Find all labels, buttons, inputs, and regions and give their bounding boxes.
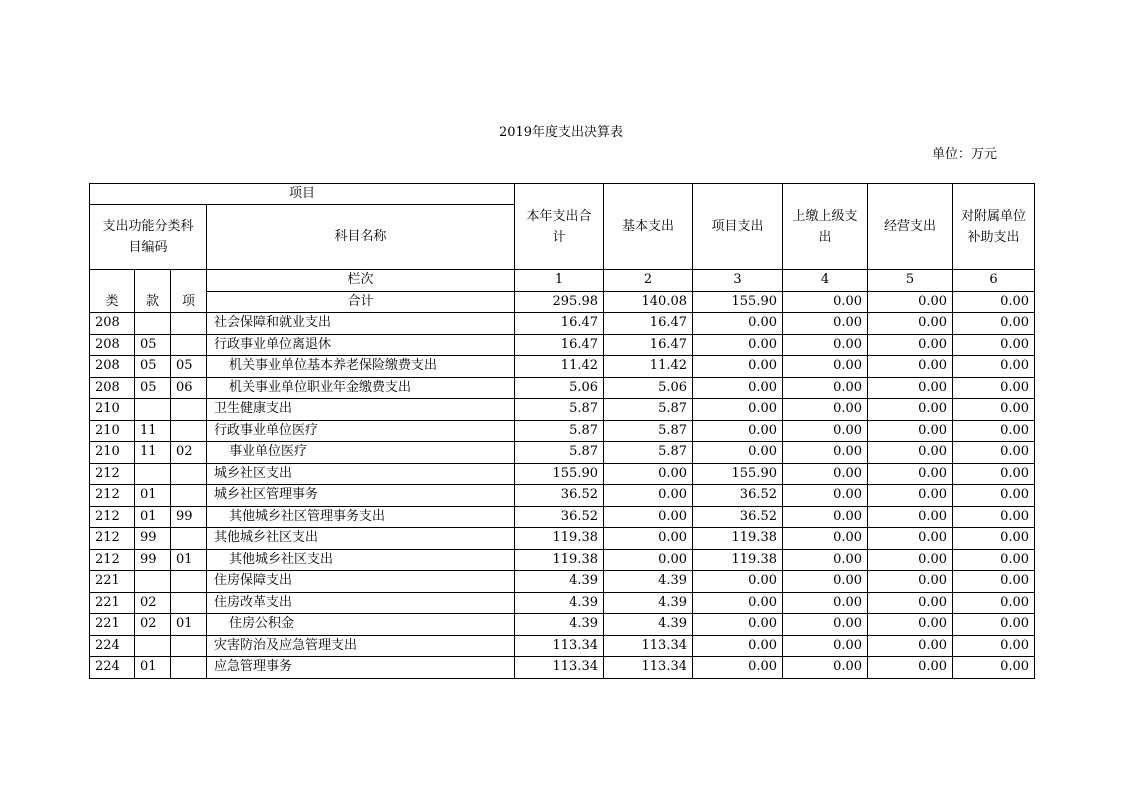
header-col-5: 经营支出: [868, 184, 953, 270]
amount-cell: 5.87: [604, 420, 693, 442]
subject-name: 机关事业单位基本养老保险缴费支出: [207, 356, 515, 378]
amount-cell: 0.00: [868, 313, 953, 335]
amount-cell: 4.39: [604, 571, 693, 593]
table-row: [90, 334, 1035, 356]
amount-cell: 0.00: [868, 549, 953, 571]
amount-cell: 113.34: [604, 635, 693, 657]
amount-cell: 0.00: [693, 334, 783, 356]
amount-cell: 0.00: [783, 377, 868, 399]
amount-cell: 0.00: [953, 356, 1035, 378]
amount-cell: 0.00: [783, 442, 868, 464]
code-xiang: [171, 334, 207, 356]
amount-cell: 5.87: [604, 442, 693, 464]
code-lei: 208: [90, 334, 135, 356]
table-row: [90, 549, 1035, 571]
code-kuan: 02: [135, 614, 171, 636]
amount-cell: 0.00: [693, 399, 783, 421]
amount-cell: 0.00: [783, 334, 868, 356]
subject-name: 行政事业单位离退休: [207, 334, 515, 356]
code-kuan: 01: [135, 506, 171, 528]
code-xiang: [171, 635, 207, 657]
amount-cell: 119.38: [515, 528, 604, 550]
amount-cell: 0.00: [693, 313, 783, 335]
code-lei: 212: [90, 506, 135, 528]
amount-cell: 0.00: [953, 399, 1035, 421]
subject-name: 灾害防治及应急管理支出: [207, 635, 515, 657]
code-lei: 224: [90, 635, 135, 657]
amount-cell: 0.00: [868, 420, 953, 442]
col-number: 1: [515, 270, 604, 292]
subject-name: 应急管理事务: [207, 657, 515, 679]
code-xiang: [171, 463, 207, 485]
code-kuan: 05: [135, 334, 171, 356]
amount-cell: 0.00: [953, 592, 1035, 614]
subject-name: 行政事业单位医疗: [207, 420, 515, 442]
amount-cell: 0.00: [953, 635, 1035, 657]
amount-cell: 0.00: [868, 356, 953, 378]
table-row: [90, 420, 1035, 442]
amount-cell: 0.00: [783, 356, 868, 378]
amount-cell: 0.00: [953, 377, 1035, 399]
amount-cell: 0.00: [868, 614, 953, 636]
total-label: 合计: [207, 291, 515, 313]
amount-cell: 0.00: [953, 614, 1035, 636]
amount-cell: 0.00: [783, 657, 868, 679]
amount-cell: 0.00: [868, 377, 953, 399]
code-kuan: 01: [135, 485, 171, 507]
amount-cell: 0.00: [693, 571, 783, 593]
amount-cell: 0.00: [783, 506, 868, 528]
amount-cell: 0.00: [783, 463, 868, 485]
header-project: 项目: [90, 184, 515, 205]
amount-cell: 0.00: [953, 463, 1035, 485]
amount-cell: 5.06: [515, 377, 604, 399]
code-lei: 212: [90, 528, 135, 550]
amount-cell: 0.00: [868, 506, 953, 528]
subject-name: 卫生健康支出: [207, 399, 515, 421]
subject-name: 社会保障和就业支出: [207, 313, 515, 335]
code-lei: 221: [90, 592, 135, 614]
code-kuan: 99: [135, 528, 171, 550]
amount-cell: 0.00: [783, 399, 868, 421]
amount-cell: 0.00: [604, 463, 693, 485]
amount-cell: 36.52: [693, 506, 783, 528]
code-lei: 221: [90, 571, 135, 593]
amount-cell: 36.52: [515, 485, 604, 507]
amount-cell: 36.52: [693, 485, 783, 507]
code-lei: 221: [90, 614, 135, 636]
amount-cell: 0.00: [783, 528, 868, 550]
amount-cell: 0.00: [604, 485, 693, 507]
amount-cell: 0.00: [783, 313, 868, 335]
header-lei: 类: [90, 270, 135, 313]
amount-cell: 0.00: [693, 592, 783, 614]
code-xiang: 02: [171, 442, 207, 464]
header-xiang: 项: [171, 270, 207, 313]
code-kuan: [135, 635, 171, 657]
code-lei: 224: [90, 657, 135, 679]
amount-cell: 0.00: [693, 657, 783, 679]
code-kuan: 01: [135, 657, 171, 679]
col-number: 3: [693, 270, 783, 292]
code-kuan: 11: [135, 420, 171, 442]
table-row: [90, 657, 1035, 679]
code-xiang: [171, 313, 207, 335]
code-xiang: [171, 571, 207, 593]
table-row: [90, 635, 1035, 657]
amount-cell: 16.47: [515, 313, 604, 335]
amount-cell: 4.39: [515, 592, 604, 614]
amount-cell: 0.00: [953, 571, 1035, 593]
code-lei: 208: [90, 313, 135, 335]
amount-cell: 5.87: [515, 420, 604, 442]
table-row: [90, 399, 1035, 421]
code-lei: 212: [90, 549, 135, 571]
amount-cell: 0.00: [604, 506, 693, 528]
amount-cell: 4.39: [515, 571, 604, 593]
amount-cell: 0.00: [953, 549, 1035, 571]
amount-cell: 0.00: [953, 485, 1035, 507]
amount-cell: 0.00: [953, 506, 1035, 528]
subject-name: 其他城乡社区管理事务支出: [207, 506, 515, 528]
header-kuan: 款: [135, 270, 171, 313]
total-value: 0.00: [783, 291, 868, 313]
amount-cell: 0.00: [868, 485, 953, 507]
total-value: 0.00: [868, 291, 953, 313]
col-number: 6: [953, 270, 1035, 292]
amount-cell: 0.00: [693, 356, 783, 378]
amount-cell: 119.38: [693, 528, 783, 550]
header-col-4: 上缴上级支出: [783, 184, 868, 270]
subject-name: 城乡社区支出: [207, 463, 515, 485]
amount-cell: 0.00: [868, 334, 953, 356]
header-col-6: 对附属单位补助支出: [953, 184, 1035, 270]
table-body: [90, 313, 1035, 679]
amount-cell: 16.47: [515, 334, 604, 356]
header-col-2: 基本支出: [604, 184, 693, 270]
code-lei: 208: [90, 377, 135, 399]
amount-cell: 5.06: [604, 377, 693, 399]
table-row: [90, 506, 1035, 528]
page-title: 2019年度支出决算表: [498, 125, 624, 140]
amount-cell: 5.87: [515, 442, 604, 464]
amount-cell: 0.00: [953, 528, 1035, 550]
amount-cell: 0.00: [868, 657, 953, 679]
header-code-group: 支出功能分类科目编码: [90, 205, 207, 270]
table-row: [90, 442, 1035, 464]
code-kuan: 99: [135, 549, 171, 571]
amount-cell: 0.00: [868, 442, 953, 464]
subject-name: 其他城乡社区支出: [207, 528, 515, 550]
col-number: 2: [604, 270, 693, 292]
amount-cell: 0.00: [783, 420, 868, 442]
amount-cell: 113.34: [515, 657, 604, 679]
amount-cell: 0.00: [693, 614, 783, 636]
amount-cell: 4.39: [604, 592, 693, 614]
code-xiang: [171, 528, 207, 550]
code-kuan: [135, 571, 171, 593]
code-kuan: [135, 313, 171, 335]
amount-cell: 0.00: [693, 635, 783, 657]
table-row: [90, 356, 1035, 378]
amount-cell: 113.34: [515, 635, 604, 657]
code-xiang: [171, 420, 207, 442]
header-subject-name: 科目名称: [207, 205, 515, 270]
table-row: [90, 592, 1035, 614]
amount-cell: 0.00: [693, 377, 783, 399]
code-lei: 210: [90, 442, 135, 464]
subject-name: 事业单位医疗: [207, 442, 515, 464]
subject-name: 机关事业单位职业年金缴费支出: [207, 377, 515, 399]
code-xiang: 99: [171, 506, 207, 528]
code-kuan: 02: [135, 592, 171, 614]
amount-cell: 155.90: [515, 463, 604, 485]
amount-cell: 113.34: [604, 657, 693, 679]
code-xiang: [171, 592, 207, 614]
code-kuan: 11: [135, 442, 171, 464]
code-kuan: 05: [135, 377, 171, 399]
amount-cell: 0.00: [868, 528, 953, 550]
subject-name: 住房改革支出: [207, 592, 515, 614]
amount-cell: 0.00: [868, 571, 953, 593]
amount-cell: 0.00: [693, 420, 783, 442]
amount-cell: 0.00: [868, 635, 953, 657]
code-kuan: [135, 463, 171, 485]
code-xiang: 06: [171, 377, 207, 399]
amount-cell: 11.42: [604, 356, 693, 378]
amount-cell: 0.00: [953, 334, 1035, 356]
amount-cell: 0.00: [868, 592, 953, 614]
col-number: 4: [783, 270, 868, 292]
code-xiang: [171, 485, 207, 507]
total-value: 0.00: [953, 291, 1035, 313]
table-row: [90, 528, 1035, 550]
amount-cell: 0.00: [953, 442, 1035, 464]
amount-cell: 16.47: [604, 313, 693, 335]
amount-cell: 119.38: [693, 549, 783, 571]
code-lei: 208: [90, 356, 135, 378]
table-row: [90, 377, 1035, 399]
code-kuan: [135, 399, 171, 421]
subject-name: 城乡社区管理事务: [207, 485, 515, 507]
amount-cell: 0.00: [604, 549, 693, 571]
expenditure-table: [89, 183, 1035, 679]
amount-cell: 16.47: [604, 334, 693, 356]
amount-cell: 5.87: [515, 399, 604, 421]
subject-name: 其他城乡社区支出: [207, 549, 515, 571]
amount-cell: 0.00: [783, 614, 868, 636]
amount-cell: 0.00: [693, 442, 783, 464]
table-row: [90, 485, 1035, 507]
subject-name: 住房保障支出: [207, 571, 515, 593]
unit-label: 单位：万元: [932, 147, 998, 162]
amount-cell: 11.42: [515, 356, 604, 378]
code-kuan: 05: [135, 356, 171, 378]
amount-cell: 0.00: [868, 399, 953, 421]
code-lei: 212: [90, 485, 135, 507]
amount-cell: 0.00: [953, 657, 1035, 679]
amount-cell: 36.52: [515, 506, 604, 528]
table-row: [90, 313, 1035, 335]
amount-cell: 0.00: [783, 592, 868, 614]
amount-cell: 0.00: [783, 485, 868, 507]
header-col-3: 项目支出: [693, 184, 783, 270]
table-row: [90, 571, 1035, 593]
subject-name: 住房公积金: [207, 614, 515, 636]
amount-cell: 0.00: [953, 420, 1035, 442]
table-row: [90, 463, 1035, 485]
amount-cell: 0.00: [953, 313, 1035, 335]
amount-cell: 4.39: [604, 614, 693, 636]
total-value: 295.98: [515, 291, 604, 313]
code-xiang: 01: [171, 614, 207, 636]
amount-cell: 5.87: [604, 399, 693, 421]
total-value: 140.08: [604, 291, 693, 313]
amount-cell: 0.00: [783, 549, 868, 571]
code-xiang: [171, 657, 207, 679]
amount-cell: 0.00: [604, 528, 693, 550]
code-xiang: 05: [171, 356, 207, 378]
amount-cell: 0.00: [783, 571, 868, 593]
header-lanci: 栏次: [207, 270, 515, 292]
amount-cell: 155.90: [693, 463, 783, 485]
code-lei: 210: [90, 399, 135, 421]
code-xiang: 01: [171, 549, 207, 571]
amount-cell: 0.00: [868, 463, 953, 485]
header-col-1: 本年支出合计: [515, 184, 604, 270]
code-lei: 210: [90, 420, 135, 442]
code-lei: 212: [90, 463, 135, 485]
table-row: [90, 614, 1035, 636]
code-xiang: [171, 399, 207, 421]
amount-cell: 0.00: [783, 635, 868, 657]
col-number: 5: [868, 270, 953, 292]
amount-cell: 4.39: [515, 614, 604, 636]
amount-cell: 119.38: [515, 549, 604, 571]
total-value: 155.90: [693, 291, 783, 313]
